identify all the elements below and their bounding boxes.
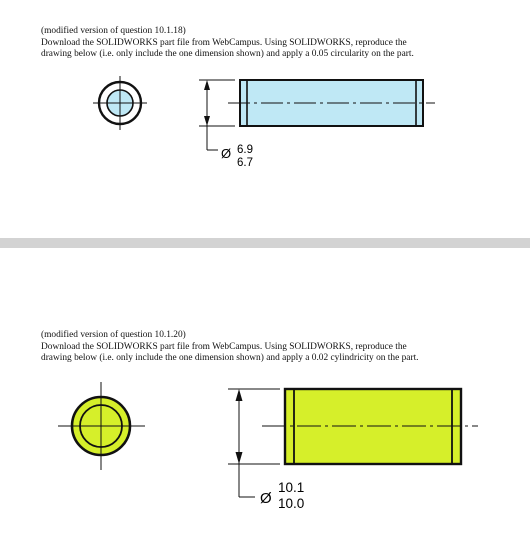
cylinder-body (285, 389, 461, 464)
drawing-2 (0, 248, 530, 548)
question-2-source: (modified version of question 10.1.20) (41, 330, 186, 340)
arrow-bottom (236, 452, 243, 464)
diameter-symbol: Ø (260, 490, 272, 507)
question-1-instruction-1: Download the SOLIDWORKS part file from WebCampus. Using SOLIDWORKS, reproduce the (41, 37, 407, 48)
arrow-top (204, 80, 210, 90)
end-view-1 (93, 76, 147, 130)
dimension-upper-limit: 6.9 (237, 144, 253, 156)
end-view-2 (58, 382, 145, 470)
arrow-top (236, 389, 243, 401)
dimension-lower-limit: 10.0 (278, 496, 305, 511)
drawing-1 (0, 0, 530, 238)
diameter-symbol: Ø (221, 146, 232, 161)
arrow-bottom (204, 116, 210, 126)
question-1-instruction-2: drawing below (i.e. only include the one dimension shown) and apply a 0.05 circularity on the part. (41, 49, 414, 60)
section-divider (0, 238, 530, 248)
side-view-1 (199, 80, 435, 169)
question-1-source: (modified version of question 10.1.18) (41, 26, 186, 36)
dimension-upper-limit: 10.1 (278, 480, 305, 495)
question-2-instruction-1: Download the SOLIDWORKS part file from WebCampus. Using SOLIDWORKS, reproduce the (41, 341, 407, 352)
question-2-instruction-2: drawing below (i.e. only include the one dimension shown) and apply a 0.02 cylindricity on the part. (41, 353, 419, 364)
question-panel-1 (0, 0, 530, 238)
side-view-2 (228, 389, 478, 511)
question-panel-2 (0, 248, 530, 548)
dimension-lower-limit: 6.7 (237, 157, 253, 169)
